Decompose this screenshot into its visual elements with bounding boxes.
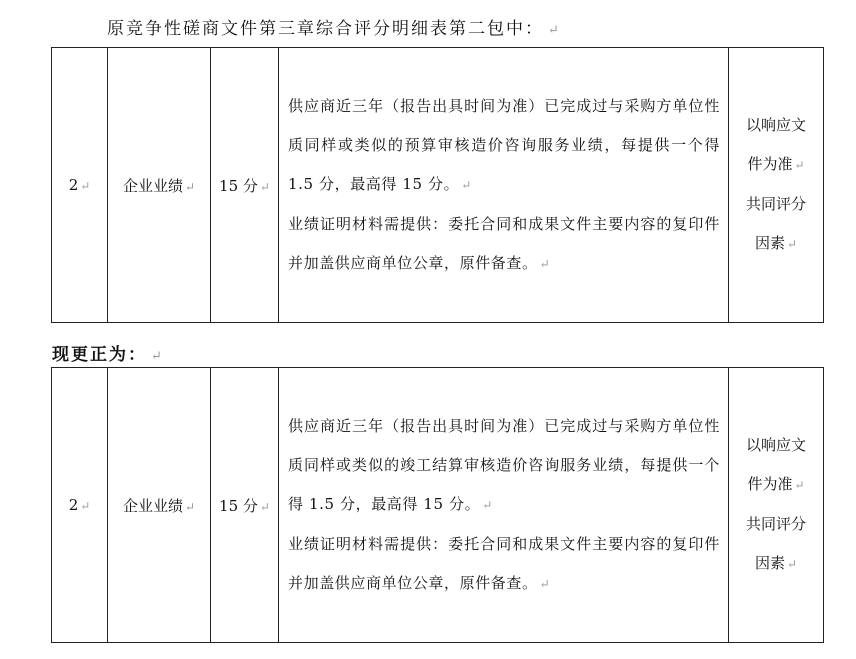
description-cell: [279, 48, 729, 323]
paragraph-mark-icon: ↵: [548, 23, 559, 38]
description-cell: [279, 368, 729, 643]
score-value: 15 分: [219, 176, 258, 195]
cell-mark-icon: ↵: [259, 499, 270, 514]
description-text-2: 业绩证明材料需提供：委托合同和成果文件主要内容的复印件并加盖供应商单位公章，原件备查。: [288, 214, 720, 272]
correction-label: 现更正为：: [52, 345, 147, 365]
description-text-1: 供应商近三年（报告出具时间为准）已完成过与采购方单位性质同样或类似的竣工结算审核造价咨询服务业绩，每提供一个得 1.5 分，最高得 15 分。: [288, 416, 720, 513]
description-text-1: 供应商近三年（报告出具时间为准）已完成过与采购方单位性质同样或类似的预算审核造价咨询服务业绩，每提供一个得 1.5 分，最高得 15 分。: [288, 96, 720, 193]
basis-text-2: 共同评分因素: [745, 515, 806, 572]
row-number: 2: [68, 176, 79, 194]
row-number: 2: [68, 496, 79, 514]
basis-cell: [729, 48, 824, 323]
paragraph-mark-icon: ↵: [794, 158, 805, 172]
cell-mark-icon: ↵: [259, 179, 270, 194]
correction-heading: [52, 340, 162, 365]
paragraph-mark-icon: ↵: [539, 256, 551, 271]
paragraph-mark-icon: ↵: [461, 177, 472, 192]
score-value: 15 分: [219, 496, 258, 515]
cell-mark-icon: ↵: [184, 179, 196, 194]
cell-mark-icon: ↵: [80, 179, 91, 193]
description-paragraph: [288, 407, 720, 525]
paragraph-mark-icon: ↵: [151, 349, 162, 364]
corrected-scoring-table: [51, 367, 824, 643]
table-row: [52, 48, 824, 323]
item-cell: [108, 48, 211, 323]
item-name: 企业业绩: [122, 496, 183, 515]
paragraph-mark-icon: ↵: [794, 478, 805, 492]
row-number-cell: [52, 368, 108, 643]
cell-mark-icon: ↵: [80, 499, 91, 513]
score-cell: [211, 48, 279, 323]
item-name: 企业业绩: [122, 176, 183, 195]
basis-text-1: 以响应文件为准: [745, 436, 806, 493]
heading-text: 原竞争性磋商文件第三章综合评分明细表第二包中：: [107, 19, 544, 39]
paragraph-mark-icon: ↵: [539, 576, 551, 591]
cell-mark-icon: ↵: [786, 557, 798, 571]
basis-cell: [729, 368, 824, 643]
description-text-2: 业绩证明材料需提供：委托合同和成果文件主要内容的复印件并加盖供应商单位公章，原件备查。: [288, 534, 720, 592]
original-scoring-table: [51, 47, 824, 323]
description-paragraph: [288, 205, 720, 284]
basis-text-1: 以响应文件为准: [745, 116, 806, 173]
description-paragraph: [288, 525, 720, 604]
row-number-cell: [52, 48, 108, 323]
score-cell: [211, 368, 279, 643]
cell-mark-icon: ↵: [786, 237, 798, 251]
cell-mark-icon: ↵: [184, 499, 196, 514]
table-row: [52, 368, 824, 643]
basis-text-2: 共同评分因素: [745, 195, 806, 252]
item-cell: [108, 368, 211, 643]
paragraph-mark-icon: ↵: [482, 497, 493, 512]
description-paragraph: [288, 87, 720, 205]
document-heading: [107, 14, 559, 39]
